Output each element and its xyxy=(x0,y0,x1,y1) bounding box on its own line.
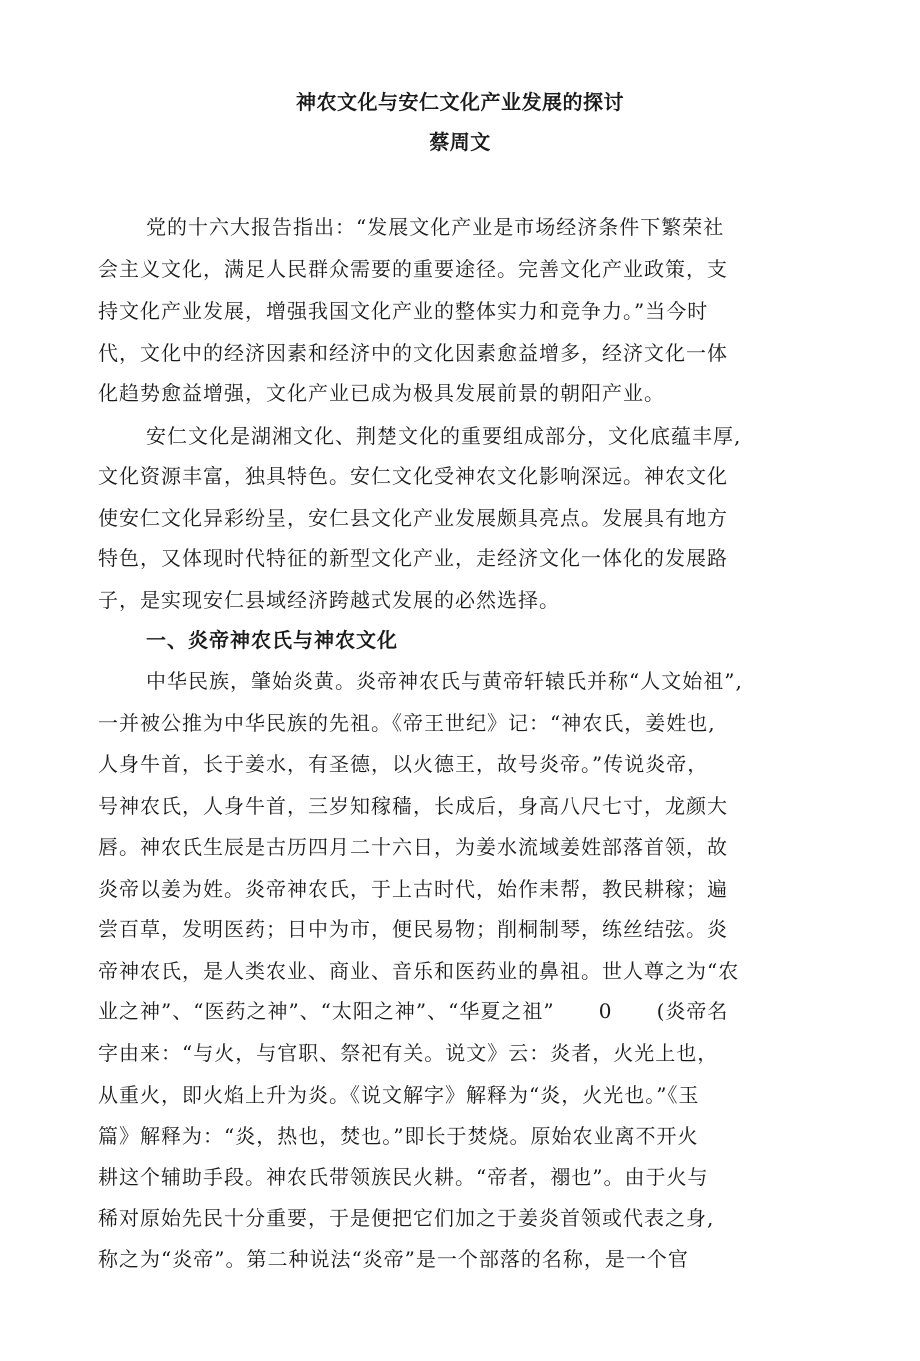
paragraph-line: 称之为“炎帝”。第二种说法“炎帝”是一个部落的名称，是一个官 xyxy=(98,1247,689,1271)
paragraph-line: 篇》解释为：“炎，热也，焚也。”即长于焚烧。原始农业离不开火 xyxy=(98,1124,699,1148)
paragraph-line: 党的十六大报告指出：“发展文化产业是市场经济条件下繁荣社 xyxy=(146,215,725,239)
document-title: 神农文化与安仁文化产业发展的探讨 xyxy=(296,90,624,114)
paragraph-line: 子，是实现安仁县域经济跨越式发展的必然选择。 xyxy=(98,588,560,612)
section-heading: 一、炎帝神农氏与神农文化 xyxy=(146,628,398,652)
paragraph-line: 中华民族，肇始炎黄。炎帝神农氏与黄帝轩辕氏并称“人文始祖”, xyxy=(146,669,743,693)
paragraph-line: 文化资源丰富，独具特色。安仁文化受神农文化影响深远。神农文化 xyxy=(98,464,728,488)
paragraph-line: 耕这个辅助手段。神农氏带领族民火耕。“帝者，禤也”。由于火与 xyxy=(98,1165,709,1189)
paragraph-line: 特色，又体现时代特征的新型文化产业，走经济文化一体化的发展路 xyxy=(98,546,728,570)
paragraph-line: 化趋势愈益增强，文化产业已成为极具发展前景的朝阳产业。 xyxy=(98,381,665,405)
paragraph-line: 帝神农氏，是人类农业、商业、音乐和医药业的鼻祖。世人尊之为“农 xyxy=(98,959,740,983)
paragraph-line: 炎帝以姜为姓。炎帝神农氏，于上古时代，始作耒帮，教民耕稼；遍 xyxy=(98,877,728,901)
paragraph-line: 人身牛首，长于姜水，有圣德，以火德王，故号炎帝。”传说炎帝， xyxy=(98,752,709,776)
paragraph-line: 稀对原始先民十分重要，于是便把它们加之于姜炎首领或代表之身, xyxy=(98,1206,715,1230)
paragraph-line: 唇。神农氏生辰是古历四月二十六日，为姜水流域姜姓部落首领，故 xyxy=(98,835,728,859)
paragraph-line: 字由来：“与火，与官职、祭祀有关。说文》云：炎者，火光上也， xyxy=(98,1041,719,1065)
document-author: 蔡周文 xyxy=(429,130,491,154)
paragraph-line: 会主义文化，满足人民群众需要的重要途径。完善文化产业政策，支 xyxy=(98,257,728,281)
paragraph-line: 安仁文化是湖湘文化、荆楚文化的重要组成部分，文化底蕴丰厚, xyxy=(146,424,742,448)
paragraph-line: 使安仁文化异彩纷呈，安仁县文化产业发展颇具亮点。发展具有地方 xyxy=(98,506,728,530)
paragraph-line: 代，文化中的经济因素和经济中的文化因素愈益增多，经济文化一体 xyxy=(98,341,728,365)
paragraph-line: 尝百草，发明医药；日中为市，便民易物；削桐制琴，练丝结弦。炎 xyxy=(98,917,728,941)
paragraph-line: 持文化产业发展，增强我国文化产业的整体实力和竞争力。”当今时 xyxy=(98,299,709,323)
paragraph-line: 号神农氏，人身牛首，三岁知稼穑，长成后，身高八尺七寸，龙颜大 xyxy=(98,794,728,818)
paragraph-line: 业之神”、“医药之神”、“太阳之神”、“华夏之祖” 0 (炎帝名 xyxy=(98,999,729,1023)
paragraph-line: 从重火，即火焰上升为炎。《说文解字》解释为“炎，火光也。”《玉 xyxy=(98,1083,700,1107)
paragraph-line: 一并被公推为中华民族的先祖。《帝王世纪》记：“神农氏，姜姓也, xyxy=(98,711,716,735)
